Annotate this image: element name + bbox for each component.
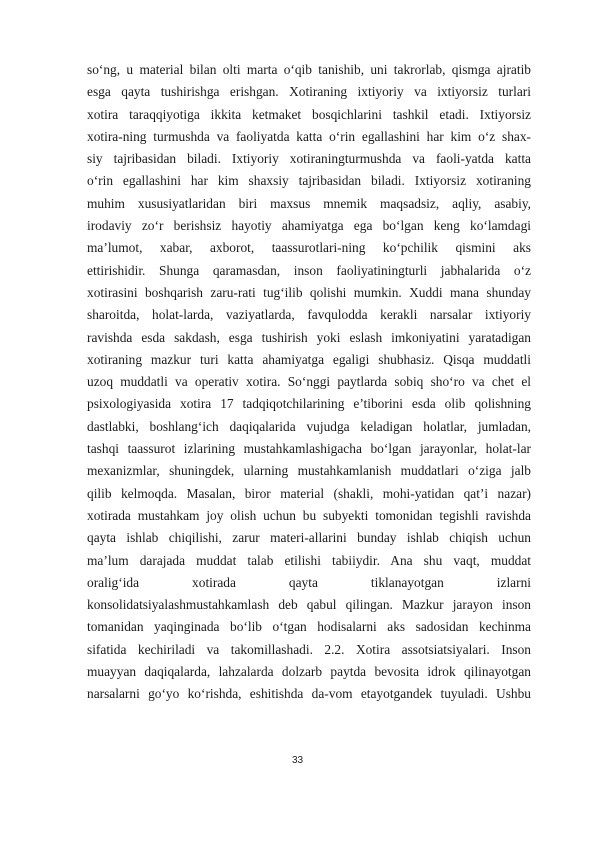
body-line: ma’lumot, xabar, axborot, taassurotlari-ning ko‘pchilik qismini aks bbox=[87, 240, 531, 256]
body-line: o‘rin egallashini har kim shaxsiy tajribasidan biladi. Ixtiyorsiz xotiraning bbox=[87, 173, 531, 189]
body-line: tashqi taassurot izlarining mustahkamlashigacha bo‘lgan jarayonlar, holat-lar bbox=[87, 441, 531, 457]
body-line: mexanizmlar, shuningdek, ularning mustahkamlanish muddatlari o‘ziga jalb bbox=[87, 463, 531, 479]
body-line: xotirada mustahkam joy olish uchun bu subyekti tomonidan tegishli ravishda bbox=[87, 507, 531, 523]
page-body bbox=[87, 59, 531, 706]
body-line: muhim xususiyatlaridan biri maxsus mnemik maqsadsiz, aqliy, asabiy, bbox=[87, 195, 531, 211]
body-line: irodaviy zo‘r berishsiz hayotiy ahamiyatga ega bo‘lgan keng ko‘lamdagi bbox=[87, 218, 531, 234]
body-line: uzoq muddatli va operativ xotira. So‘nggi paytlarda sobiq sho‘ro va chet el bbox=[87, 374, 531, 390]
body-line: konsolidatsiyalashmustahkamlash deb qabul qilingan. Mazkur jarayon inson bbox=[87, 597, 531, 613]
body-line: psixologiyasida xotira 17 tadqiqotchilarining e’tiborini esda olib qolishning bbox=[87, 396, 531, 412]
body-line: xotirasini boshqarish zaru-rati tug‘ilib qolishi mumkin. Xuddi mana shunday bbox=[87, 284, 531, 300]
body-line: muayyan daqiqalarda, lahzalarda dolzarb paytda bevosita idrok qilinayotgan bbox=[87, 664, 531, 680]
body-line: dastlabki, boshlang‘ich daqiqalarida vujudga keladigan holatlar, jumladan, bbox=[87, 418, 531, 434]
body-line: qilib kelmoqda. Masalan, biror material (shakli, mohi-yatidan qat’i nazar) bbox=[87, 485, 531, 501]
body-line: narsalarni go‘yo ko‘rishda, eshitishda da-vom etayotgandek tuyuladi. Ushbu bbox=[87, 686, 531, 702]
body-line: xotira taraqqiyotiga ikkita ketmaket bosqichlarini tashkil etadi. Ixtiyorsiz bbox=[87, 106, 531, 122]
body-line: sifatida kechiriladi va takomillashadi. 2.2. Xotira assotsiatsiyalari. Inson bbox=[87, 641, 531, 657]
body-line: oralig‘ida xotirada qayta tiklanayotgan izlarni bbox=[87, 574, 531, 590]
body-line: ravishda esda sakdash, esga tushirish yoki eslash imkoniyatini yaratadigan bbox=[87, 329, 531, 345]
body-line: qayta ishlab chiqilishi, zarur materi-allarini bunday ishlab chiqish uchun bbox=[87, 530, 531, 546]
body-line: ma’lum darajada muddat talab etilishi tabiiydir. Ana shu vaqt, muddat bbox=[87, 552, 531, 568]
body-line: xotiraning mazkur turi katta ahamiyatga egaligi shubhasiz. Qisqa muddatli bbox=[87, 351, 531, 367]
body-line: tomanidan yaqinginada bo‘lib o‘tgan hodisalarni aks sadosidan kechinma bbox=[87, 619, 531, 635]
body-line: xotira-ning turmushda va faoliyatda katta o‘rin egallashini har kim o‘z shax- bbox=[87, 128, 531, 144]
body-line: so‘ng, u material bilan olti marta o‘qib tanishib, uni takrorlab, qismga ajratib bbox=[87, 62, 531, 77]
body-line: esga qayta tushirishga erishgan. Xotiraning ixtiyoriy va ixtiyorsiz turlari bbox=[87, 84, 531, 100]
page-number: 33 bbox=[291, 755, 304, 766]
body-line: siy tajribasidan biladi. Ixtiyoriy xotiraningturmushda va faoli-yatda katta bbox=[87, 151, 531, 167]
body-line: ettirishidir. Shunga qaramasdan, inson faoliyatiningturli jabhalarida o‘z bbox=[87, 262, 531, 278]
body-line: sharoitda, holat-larda, vaziyatlarda, favqulodda kerakli narsalar ixtiyoriy bbox=[87, 307, 531, 323]
